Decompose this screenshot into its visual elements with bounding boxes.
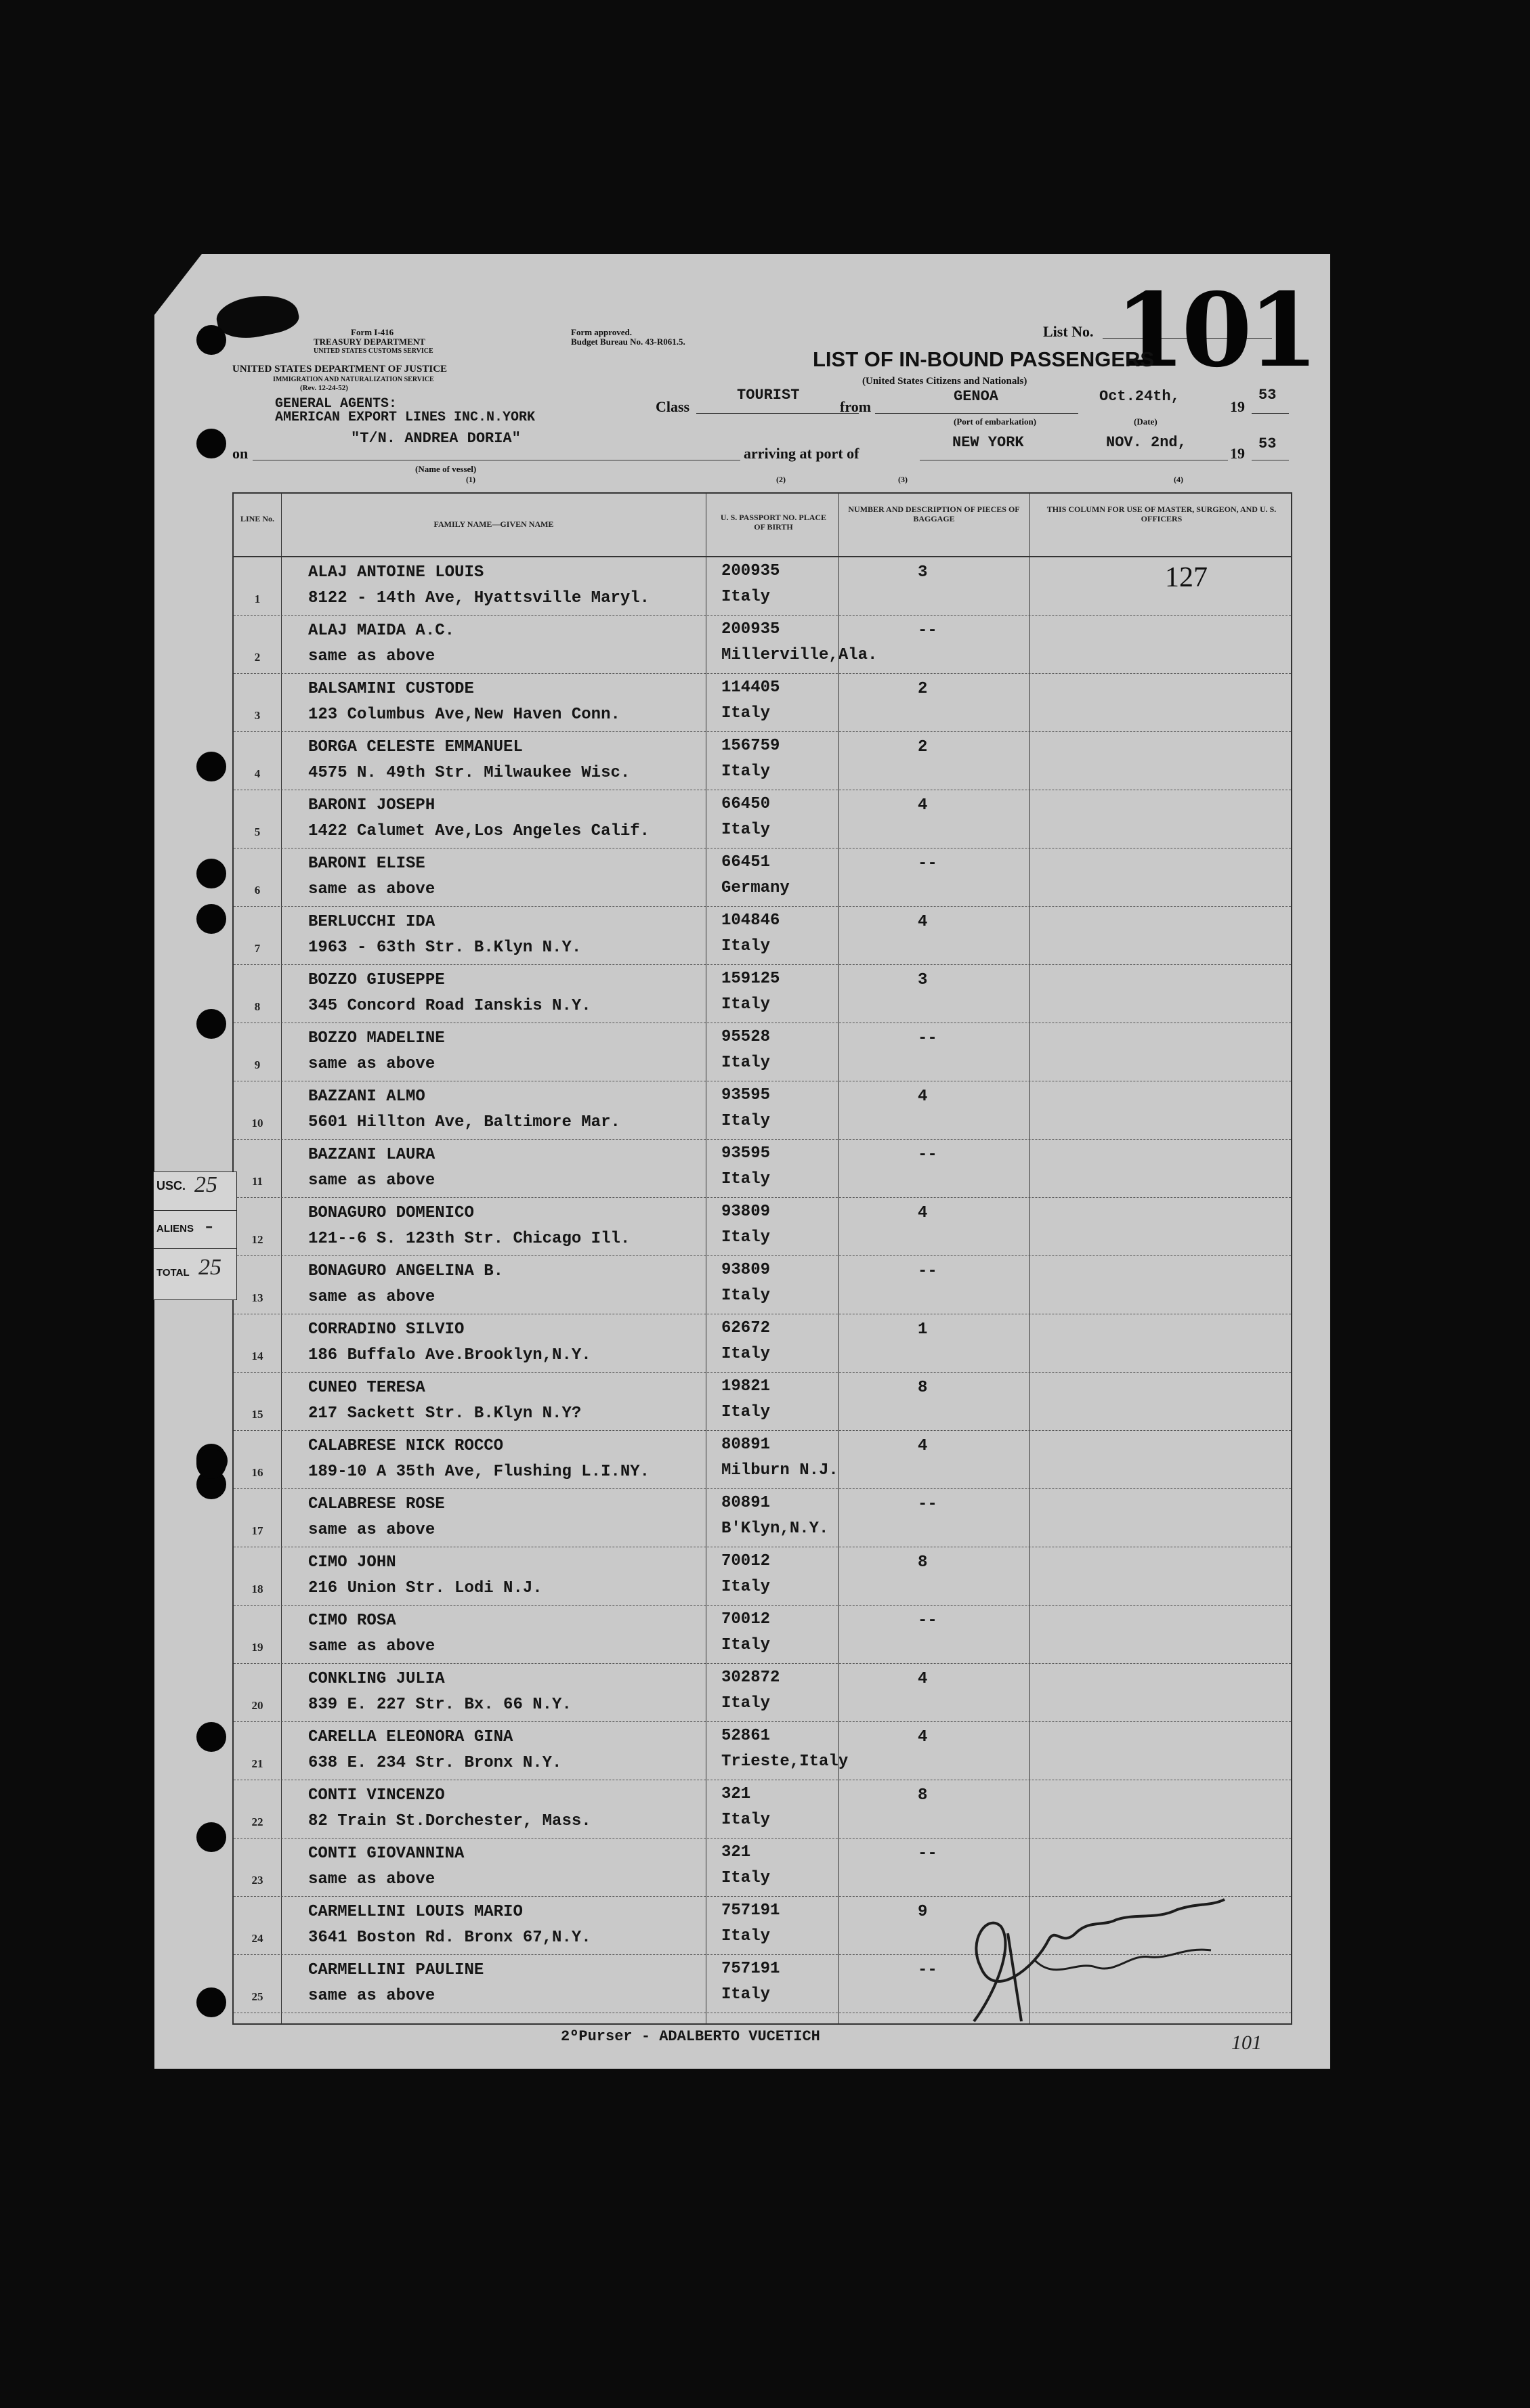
col-officers: THIS COLUMN FOR USE OF MASTER, SURGEON, AND U. S. OFFICERS <box>1046 504 1277 523</box>
table-row <box>234 616 1291 674</box>
table-row <box>234 1664 1291 1722</box>
agent-name: AMERICAN EXPORT LINES INC.N.YORK <box>275 410 536 425</box>
place-of-birth: Trieste,Italy <box>721 1753 849 1771</box>
line-number: 24 <box>251 1932 263 1945</box>
line-number: 2 <box>254 651 261 664</box>
line-number: 18 <box>251 1583 263 1595</box>
passport-number: 93809 <box>721 1203 771 1221</box>
from-underline <box>875 413 1078 414</box>
passenger-name: BAZZANI ALMO <box>308 1088 425 1106</box>
col-number-1: (1) <box>466 475 475 484</box>
passport-number: 52861 <box>721 1727 771 1745</box>
col-number-2: (2) <box>776 475 786 484</box>
baggage-count: 2 <box>918 738 928 756</box>
punch-hole <box>196 904 226 934</box>
form-number: Form I-416 <box>351 327 394 337</box>
baggage-count: 4 <box>918 796 928 815</box>
passenger-address: same as above <box>308 647 435 666</box>
col-passport: U. S. PASSPORT NO. PLACE OF BIRTH <box>720 513 827 532</box>
passport-number: 321 <box>721 1843 751 1862</box>
passport-number: 321 <box>721 1785 751 1803</box>
passenger-name: CUNEO TERESA <box>308 1379 425 1397</box>
baggage-count: 8 <box>918 1553 928 1572</box>
baggage-count: 3 <box>918 563 928 582</box>
place-of-birth: Germany <box>721 879 790 897</box>
table-row <box>234 1373 1291 1431</box>
passenger-name: CARELLA ELEONORA GINA <box>308 1728 513 1746</box>
passport-number: 70012 <box>721 1552 771 1570</box>
passport-number: 93595 <box>721 1144 771 1163</box>
place-of-birth: Italy <box>721 1287 771 1305</box>
table-row <box>234 1256 1291 1314</box>
line-number: 7 <box>254 942 261 955</box>
passenger-address: 216 Union Str. Lodi N.J. <box>308 1579 543 1597</box>
passenger-name: CIMO ROSA <box>308 1612 396 1630</box>
line-number: 20 <box>251 1699 263 1712</box>
treasury-dept: TREASURY DEPARTMENT <box>314 337 425 347</box>
passenger-name: CONTI VINCENZO <box>308 1786 445 1805</box>
baggage-count: -- <box>918 1262 937 1281</box>
line-number: 6 <box>254 884 261 897</box>
place-of-birth: Italy <box>721 1345 771 1363</box>
baggage-count: 9 <box>918 1903 928 1921</box>
passenger-name: BORGA CELESTE EMMANUEL <box>308 738 523 756</box>
place-of-birth: Italy <box>721 1985 771 2004</box>
passenger-address: 123 Columbus Ave,New Haven Conn. <box>308 706 620 724</box>
baggage-count: 4 <box>918 1437 928 1455</box>
place-of-birth: Italy <box>721 1170 771 1188</box>
line-number: 14 <box>251 1350 263 1362</box>
date-label: (Date) <box>1134 416 1157 427</box>
place-of-birth: Italy <box>721 704 771 723</box>
year-prefix-1: 19 <box>1230 398 1245 415</box>
passport-number: 80891 <box>721 1494 771 1512</box>
passenger-address: 217 Sackett Str. B.Klyn N.Y? <box>308 1404 582 1423</box>
passenger-address: 4575 N. 49th Str. Milwaukee Wisc. <box>308 764 631 782</box>
justice-dept: UNITED STATES DEPARTMENT OF JUSTICE <box>232 364 448 374</box>
col-number-3: (3) <box>898 475 908 484</box>
baggage-count: 2 <box>918 680 928 698</box>
passenger-address: same as above <box>308 1055 435 1073</box>
passenger-address: same as above <box>308 1870 435 1889</box>
baggage-count: 3 <box>918 971 928 989</box>
passport-number: 159125 <box>721 970 780 988</box>
year-underline-1 <box>1252 413 1289 414</box>
usc-label: USC. <box>156 1179 186 1192</box>
year-2: 53 <box>1258 435 1277 452</box>
passenger-name: BONAGURO ANGELINA B. <box>308 1262 504 1281</box>
line-number: 11 <box>251 1175 263 1188</box>
table-row <box>234 1606 1291 1664</box>
place-of-birth: Italy <box>721 1228 771 1247</box>
table-row <box>234 907 1291 965</box>
passport-number: 302872 <box>721 1669 780 1687</box>
passenger-name: CALABRESE NICK ROCCO <box>308 1437 504 1455</box>
table-row <box>234 848 1291 907</box>
passenger-name: BALSAMINI CUSTODE <box>308 680 474 698</box>
passport-number: 66451 <box>721 853 771 872</box>
budget-bureau: Budget Bureau No. 43-R061.5. <box>571 337 685 347</box>
page-mark: 101 <box>1231 2031 1262 2054</box>
table-row <box>234 1023 1291 1081</box>
place-of-birth: Italy <box>721 1869 771 1887</box>
punch-hole <box>196 1009 226 1039</box>
passenger-table <box>232 492 1292 2025</box>
baggage-count: -- <box>918 1146 937 1164</box>
passenger-name: CONKLING JULIA <box>308 1670 445 1688</box>
line-number: 5 <box>254 825 261 838</box>
place-of-birth: Italy <box>721 995 771 1014</box>
from-port: GENOA <box>954 388 999 405</box>
passenger-address: 1963 - 63th Str. B.Klyn N.Y. <box>308 939 582 957</box>
rev-date: (Rev. 12-24-52) <box>300 384 348 392</box>
passport-number: 200935 <box>721 620 780 639</box>
total-label: TOTAL <box>156 1267 190 1278</box>
baggage-count: 4 <box>918 1088 928 1106</box>
table-row <box>234 674 1291 732</box>
customs-service: UNITED STATES CUSTOMS SERVICE <box>314 347 433 355</box>
passenger-name: CORRADINO SILVIO <box>308 1320 465 1339</box>
arrival-port: NEW YORK <box>952 434 1024 451</box>
tally-divider <box>154 1248 236 1249</box>
embark-date: Oct.24th, <box>1099 388 1180 405</box>
baggage-count: -- <box>918 1029 937 1048</box>
from-label: from <box>840 398 872 415</box>
passport-number: 66450 <box>721 795 771 813</box>
punch-hole <box>196 859 226 888</box>
line-number: 21 <box>251 1757 263 1770</box>
passenger-name: BOZZO MADELINE <box>308 1029 445 1048</box>
baggage-count: 4 <box>918 1204 928 1222</box>
table-row <box>234 1547 1291 1606</box>
col-number-4: (4) <box>1174 475 1183 484</box>
passenger-name: ALAJ MAIDA A.C. <box>308 622 455 640</box>
officer-note: 127 <box>1165 562 1208 593</box>
passenger-address: same as above <box>308 880 435 899</box>
place-of-birth: Italy <box>721 1054 771 1072</box>
arrival-date: NOV. 2nd, <box>1106 434 1187 451</box>
line-number: 25 <box>251 1990 263 2003</box>
baggage-count: 4 <box>918 1670 928 1688</box>
line-number: 4 <box>254 767 261 780</box>
passenger-name: CIMO JOHN <box>308 1553 396 1572</box>
table-row <box>234 1198 1291 1256</box>
table-row <box>234 732 1291 790</box>
place-of-birth: Italy <box>721 588 771 606</box>
passenger-name: BERLUCCHI IDA <box>308 913 435 931</box>
aliens-value: - <box>205 1213 213 1238</box>
passenger-name: CONTI GIOVANNINA <box>308 1845 465 1863</box>
place-of-birth: Italy <box>721 821 771 839</box>
aliens-label: ALIENS <box>156 1223 194 1234</box>
line-number: 23 <box>251 1874 263 1887</box>
punch-hole <box>196 325 226 355</box>
port-embark-label: (Port of embarkation) <box>954 416 1037 427</box>
place-of-birth: Milburn N.J. <box>721 1461 838 1480</box>
table-row <box>234 1314 1291 1373</box>
passenger-address: 345 Concord Road Ianskis N.Y. <box>308 997 591 1015</box>
passport-number: 80891 <box>721 1436 771 1454</box>
table-row <box>234 1140 1291 1198</box>
line-number: 9 <box>254 1058 261 1071</box>
punch-hole <box>196 1449 226 1479</box>
passport-number: 200935 <box>721 562 780 580</box>
place-of-birth: Italy <box>721 937 771 955</box>
baggage-count: 1 <box>918 1320 928 1339</box>
baggage-count: 4 <box>918 1728 928 1746</box>
purser: 2ºPurser - ADALBERTO VUCETICH <box>561 2028 820 2045</box>
passenger-name: CARMELLINI LOUIS MARIO <box>308 1903 523 1921</box>
place-of-birth: Italy <box>721 1112 771 1130</box>
general-agents-label: GENERAL AGENTS: <box>275 396 398 412</box>
passport-number: 95528 <box>721 1028 771 1046</box>
place-of-birth: Millerville,Ala. <box>721 646 878 664</box>
passenger-address: same as above <box>308 1637 435 1656</box>
passenger-address: same as above <box>308 1171 435 1190</box>
place-of-birth: B'Klyn,N.Y. <box>721 1520 829 1538</box>
list-no-label: List No. <box>1043 323 1094 340</box>
table-row <box>234 1489 1291 1547</box>
year-prefix-2: 19 <box>1230 445 1245 462</box>
passport-number: 757191 <box>721 1960 780 1978</box>
passport-number: 93809 <box>721 1261 771 1279</box>
passenger-manifest-page <box>154 254 1330 2069</box>
col-line-no: LINE No. <box>240 514 274 523</box>
punch-hole <box>196 1722 226 1752</box>
form-title: LIST OF IN-BOUND PASSENGERS <box>813 347 1155 371</box>
passenger-name: CARMELLINI PAULINE <box>308 1961 484 1979</box>
line-number: 13 <box>251 1291 263 1304</box>
table-row <box>234 1780 1291 1839</box>
class-value: TOURIST <box>737 387 800 404</box>
line-number: 8 <box>254 1000 261 1013</box>
passport-number: 62672 <box>721 1319 771 1337</box>
passenger-address: 5601 Hillton Ave, Baltimore Mar. <box>308 1113 620 1132</box>
place-of-birth: Italy <box>721 1694 771 1713</box>
baggage-count: -- <box>918 1845 937 1863</box>
baggage-count: -- <box>918 1612 937 1630</box>
baggage-count: 8 <box>918 1786 928 1805</box>
passport-number: 19821 <box>721 1377 771 1396</box>
table-row <box>234 790 1291 848</box>
vessel-name: "T/N. ANDREA DORIA" <box>351 430 521 447</box>
passport-number: 156759 <box>721 737 780 755</box>
form-subtitle: (United States Citizens and Nationals) <box>862 376 1027 387</box>
punch-hole <box>196 1822 226 1852</box>
passenger-name: CALABRESE ROSE <box>308 1495 445 1513</box>
passenger-address: 8122 - 14th Ave, Hyattsville Maryl. <box>308 589 650 607</box>
passport-number: 114405 <box>721 679 780 697</box>
line-number: 3 <box>254 709 261 722</box>
passenger-address: 1422 Calumet Ave,Los Angeles Calif. <box>308 822 650 840</box>
ink-blot <box>213 288 301 345</box>
total-value: 25 <box>198 1255 221 1280</box>
passenger-name: ALAJ ANTOINE LOUIS <box>308 563 484 582</box>
usc-value: 25 <box>194 1172 217 1197</box>
passenger-address: 638 E. 234 Str. Bronx N.Y. <box>308 1754 562 1772</box>
baggage-count: 8 <box>918 1379 928 1397</box>
punch-hole <box>196 429 226 458</box>
passenger-address: 186 Buffalo Ave.Brooklyn,N.Y. <box>308 1346 591 1364</box>
place-of-birth: Italy <box>721 1927 771 1945</box>
passenger-address: 3641 Boston Rd. Bronx 67,N.Y. <box>308 1929 591 1947</box>
place-of-birth: Italy <box>721 1636 771 1654</box>
passport-number: 104846 <box>721 911 780 930</box>
line-number: 17 <box>251 1524 263 1537</box>
passenger-name: BARONI JOSEPH <box>308 796 435 815</box>
passenger-address: 839 E. 227 Str. Bx. 66 N.Y. <box>308 1696 572 1714</box>
passport-number: 70012 <box>721 1610 771 1629</box>
place-of-birth: Italy <box>721 1403 771 1421</box>
passenger-address: 121--6 S. 123th Str. Chicago Ill. <box>308 1230 631 1248</box>
passenger-address: 82 Train St.Dorchester, Mass. <box>308 1812 591 1830</box>
class-underline <box>696 413 859 414</box>
passenger-address: same as above <box>308 1987 435 2005</box>
punch-hole <box>196 752 226 781</box>
list-number: 101 <box>1115 271 1315 390</box>
on-label: on <box>232 445 249 462</box>
passenger-name: BOZZO GIUSEPPE <box>308 971 445 989</box>
arriving-label: arriving at port of <box>744 445 859 462</box>
line-number: 16 <box>251 1466 263 1479</box>
form-approved: Form approved. <box>571 327 633 337</box>
tally-box <box>153 1171 237 1300</box>
place-of-birth: Italy <box>721 762 771 781</box>
tally-divider <box>154 1210 236 1211</box>
place-of-birth: Italy <box>721 1578 771 1596</box>
year-1: 53 <box>1258 387 1277 404</box>
baggage-count: -- <box>918 1961 937 1979</box>
line-number: 15 <box>251 1408 263 1421</box>
passenger-address: 189-10 A 35th Ave, Flushing L.I.NY. <box>308 1463 650 1481</box>
baggage-count: 4 <box>918 913 928 931</box>
line-number: 12 <box>251 1233 263 1246</box>
officer-signature <box>954 1886 1245 2042</box>
baggage-count: -- <box>918 622 937 640</box>
col-baggage: NUMBER AND DESCRIPTION OF PIECES OF BAGGAGE <box>848 504 1020 523</box>
folded-corner <box>154 254 202 315</box>
baggage-count: -- <box>918 1495 937 1513</box>
place-of-birth: Italy <box>721 1811 771 1829</box>
line-number: 19 <box>251 1641 263 1654</box>
table-row <box>234 1722 1291 1780</box>
line-number: 22 <box>251 1815 263 1828</box>
punch-hole <box>196 1987 226 2017</box>
passenger-name: BARONI ELISE <box>308 855 425 873</box>
line-number: 10 <box>251 1117 263 1130</box>
table-row <box>234 1431 1291 1489</box>
table-row <box>234 557 1291 616</box>
class-label: Class <box>656 398 690 415</box>
line-number: 1 <box>254 593 261 605</box>
passport-number: 757191 <box>721 1901 780 1920</box>
passport-number: 93595 <box>721 1086 771 1104</box>
passenger-address: same as above <box>308 1288 435 1306</box>
ins-service: IMMIGRATION AND NATURALIZATION SERVICE <box>273 376 434 383</box>
table-row <box>234 1081 1291 1140</box>
col-name: FAMILY NAME—GIVEN NAME <box>433 519 554 529</box>
vessel-name-label: (Name of vessel) <box>415 464 477 474</box>
passenger-name: BAZZANI LAURA <box>308 1146 435 1164</box>
passenger-address: same as above <box>308 1521 435 1539</box>
table-row <box>234 965 1291 1023</box>
passenger-name: BONAGURO DOMENICO <box>308 1204 474 1222</box>
baggage-count: -- <box>918 855 937 873</box>
